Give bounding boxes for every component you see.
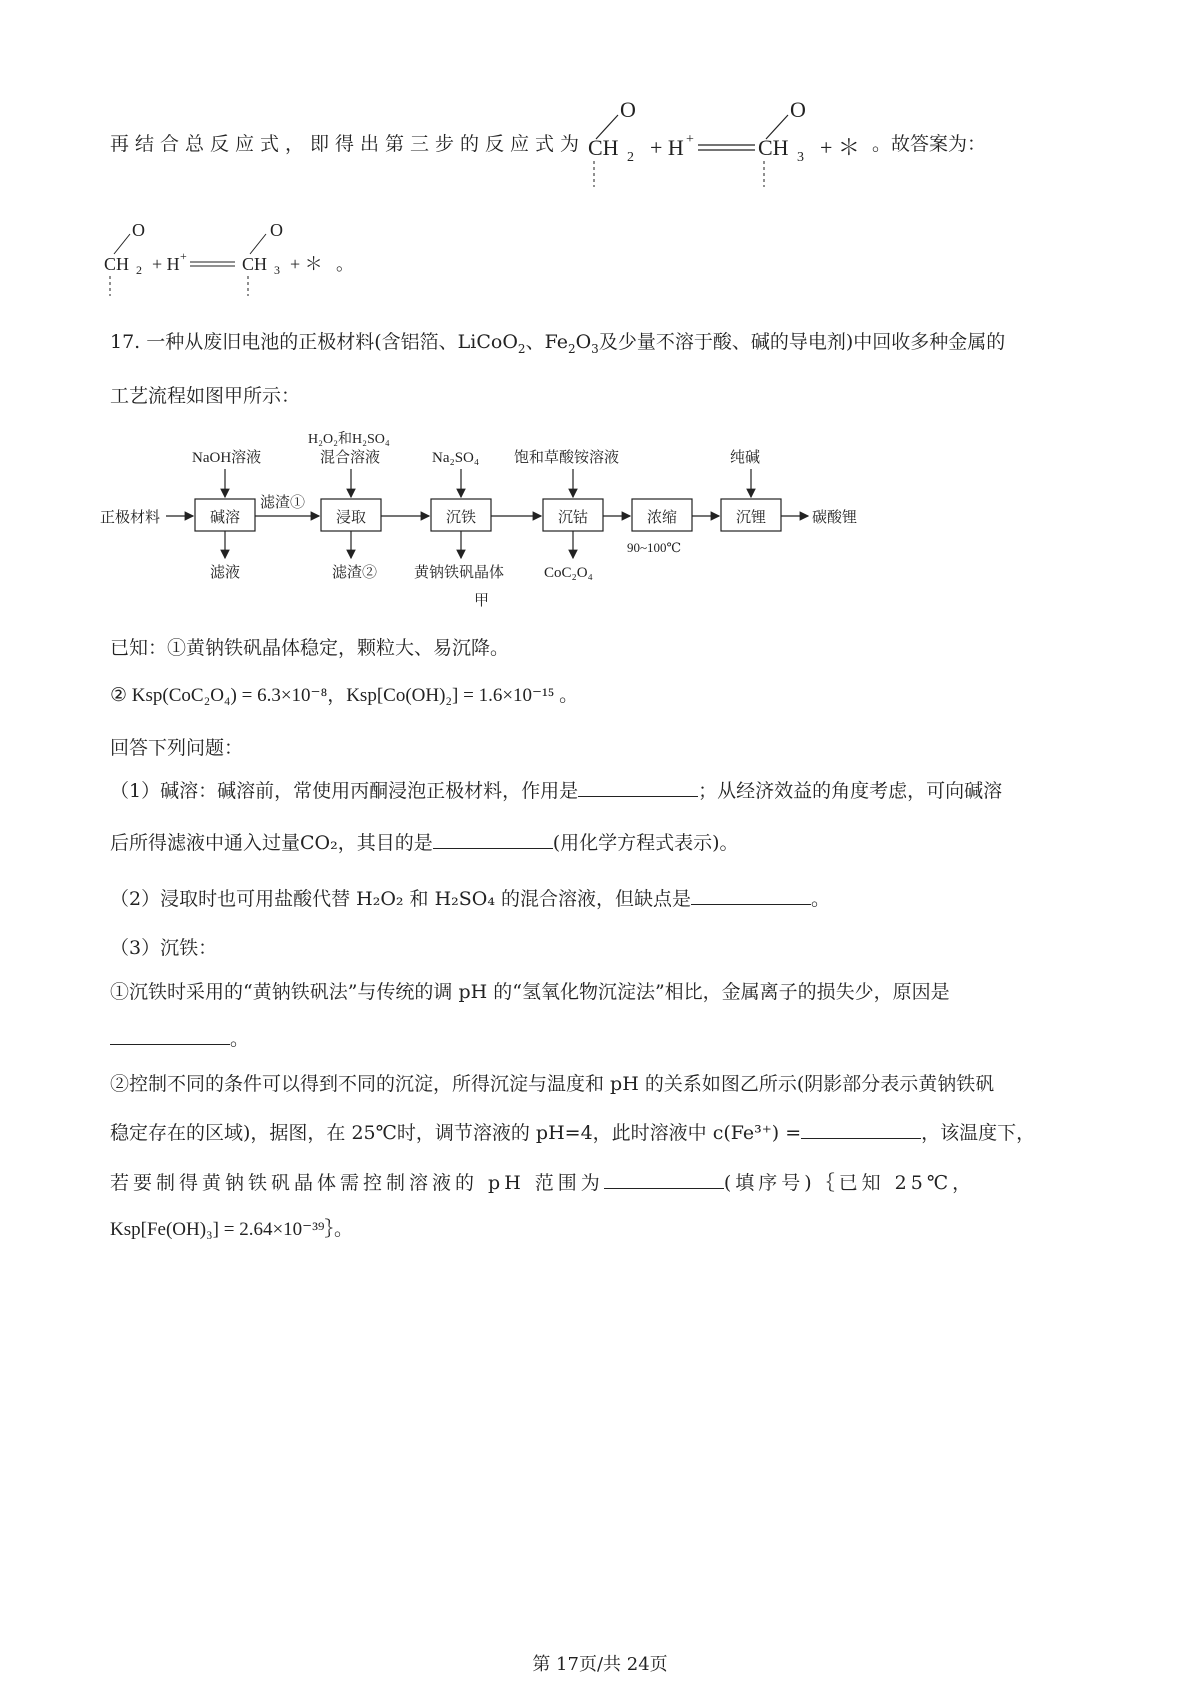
known-1: 已知：①黄钠铁矾晶体稳定，颗粒大、易沉降。 [110, 637, 510, 659]
part3-title: （3）沉铁： [110, 937, 218, 959]
q17-sub-2b: 2 [567, 341, 576, 356]
answer-blank-5[interactable] [801, 1120, 921, 1139]
answer-blank-6[interactable] [604, 1170, 724, 1189]
part1-text-a: （1）碱溶：碱溶前，常使用丙酮浸泡正极材料，作用是 [110, 780, 579, 802]
part3-1-end: 。 [230, 1028, 250, 1050]
intro-text: 再结合总反应式，即得出第三步的反应式为 [110, 133, 586, 155]
part2-text-a: （2）浸取时也可用盐酸代替 H₂O₂ 和 H₂SO₄ 的混合溶液，但缺点是 [110, 888, 692, 910]
part3-1-answer [110, 1026, 249, 1051]
answer-prompt: 回答下列问题： [110, 737, 244, 759]
ans-ch3-sub: 3 [274, 263, 280, 277]
reaction-equation-inline [580, 95, 910, 195]
part3-1-line: ①沉铁时采用的“黄钠铁矾法”与传统的调 pH 的“氢氧化物沉淀法”相比，金属离子的损失少，原因是 [110, 981, 950, 1003]
eq-o-2: O [790, 97, 806, 122]
ans-o-2: O [270, 220, 283, 240]
flow-output-3: 黄钠铁矾晶体 [414, 565, 505, 581]
eq-ch3: CH [758, 135, 789, 160]
flow-box-label-1: 碱溶 [210, 510, 241, 526]
part3-2-line3 [110, 1170, 975, 1195]
flow-box-label-6: 沉锂 [736, 510, 767, 526]
part1-line2 [110, 830, 739, 855]
part3-2-line1: ②控制不同的条件可以得到不同的沉淀，所得沉淀与温度和 pH 的关系如图乙所示(阴影部分表示黄钠铁矾 [110, 1073, 995, 1095]
part3-2-text-b: 稳定存在的区域)，据图，在 25℃时，调节溶液的 pH=4，此时溶液中 c(Fe³⁺) = [110, 1122, 802, 1144]
ans-ch3: CH [242, 254, 268, 274]
part3-2-line4: Ksp[Fe(OH)₃] = 2.64×10⁻³⁹｝。 [110, 1219, 354, 1240]
answer-blank-4[interactable] [110, 1026, 230, 1045]
part3-2-line2 [110, 1120, 1035, 1145]
known-2: ② Ksp(CoC₂O₄) = 6.3×10⁻⁸，Ksp[Co(OH)₂] = 1.6×10⁻¹⁵ 。 [110, 685, 579, 706]
flow-box-label-2: 浸取 [336, 510, 367, 526]
flow-input-oxalate: 饱和草酸铵溶液 [514, 450, 620, 466]
flow-input-soda: 纯碱 [730, 450, 761, 466]
flow-between: 滤渣① [260, 495, 306, 511]
flow-input-na2so4: Na₂SO₄ [432, 450, 480, 466]
flow-end: 碳酸锂 [812, 510, 858, 526]
process-flowchart [100, 425, 900, 620]
flow-caption: 甲 [474, 593, 490, 609]
q17-line1 [110, 330, 1005, 361]
ans-ch2-sub: 2 [136, 263, 142, 277]
flow-cond: 90~100℃ [627, 540, 682, 555]
flow-box-label-4: 沉钴 [558, 510, 589, 526]
answer-blank-3[interactable] [691, 886, 811, 905]
ans-h-plus: + H [152, 254, 180, 274]
ans-plus-sup: + [180, 249, 187, 263]
intro-end: 。故答案为： [872, 133, 987, 155]
flow-start: 正极材料 [100, 510, 161, 526]
q17-line2: 工艺流程如图甲所示： [110, 385, 301, 407]
flow-input-naoh: NaOH溶液 [192, 450, 262, 466]
answer-blank-2[interactable] [433, 830, 553, 849]
flow-output-4: CoC₂O₄ [544, 565, 593, 581]
q17-sub-3: 3 [591, 341, 599, 356]
eq-o-1: O [620, 97, 636, 122]
q17-text-c: O [575, 331, 592, 353]
flow-output-2: 滤渣② [332, 565, 378, 581]
reaction-equation-answer [100, 218, 380, 298]
part3-2-text-d: 若要制得黄钠铁矾晶体需控制溶液的 pH 范围为 [110, 1172, 604, 1194]
q17-text-a: 17. 一种从废旧电池的正极材料(含铝箔、LiCoO [110, 331, 518, 353]
flow-input-h2o2: H₂O₂和H₂SO₄ [308, 432, 390, 447]
part2-line [110, 886, 830, 911]
ans-tail: + ＊ [290, 254, 323, 274]
ans-ch2: CH [104, 254, 130, 274]
part3-2-text-c: ，该温度下， [921, 1122, 1036, 1144]
q17-text-d: 及少量不溶于酸、碱的导电剂)中回收多种金属的 [598, 331, 1006, 353]
eq-h-plus: + H [650, 135, 684, 160]
answer-blank-1[interactable] [578, 778, 698, 797]
part2-text-b: 。 [811, 888, 831, 910]
page-footer: 第 17页/共 24页 [532, 1654, 668, 1675]
ans-o-1: O [132, 220, 145, 240]
ans-end: 。 [336, 254, 354, 274]
eq-plus-sup: + [686, 132, 694, 147]
flow-input-mix: 混合溶液 [320, 450, 381, 466]
part1-line1 [110, 778, 1002, 803]
q17-text-b: 、Fe [525, 331, 568, 353]
part3-2-text-e: (填序号)｛已知 25℃， [723, 1172, 976, 1194]
eq-ch2: CH [588, 135, 619, 160]
part1-text-d: (用化学方程式表示)。 [552, 832, 739, 854]
part1-text-b: ；从经济效益的角度考虑，可向碱溶 [698, 780, 1003, 802]
flow-box-label-5: 浓缩 [647, 510, 678, 526]
flow-box-label-3: 沉铁 [446, 510, 477, 526]
eq-ch2-sub: 2 [627, 150, 634, 165]
intro-line [110, 132, 585, 156]
eq-tail: + ＊ [820, 135, 860, 160]
flow-output-1: 滤液 [210, 565, 241, 581]
eq-ch3-sub: 3 [797, 150, 804, 165]
part1-text-c: 后所得滤液中通入过量CO₂，其目的是 [110, 832, 433, 854]
q17-sub-2: 2 [517, 341, 526, 356]
